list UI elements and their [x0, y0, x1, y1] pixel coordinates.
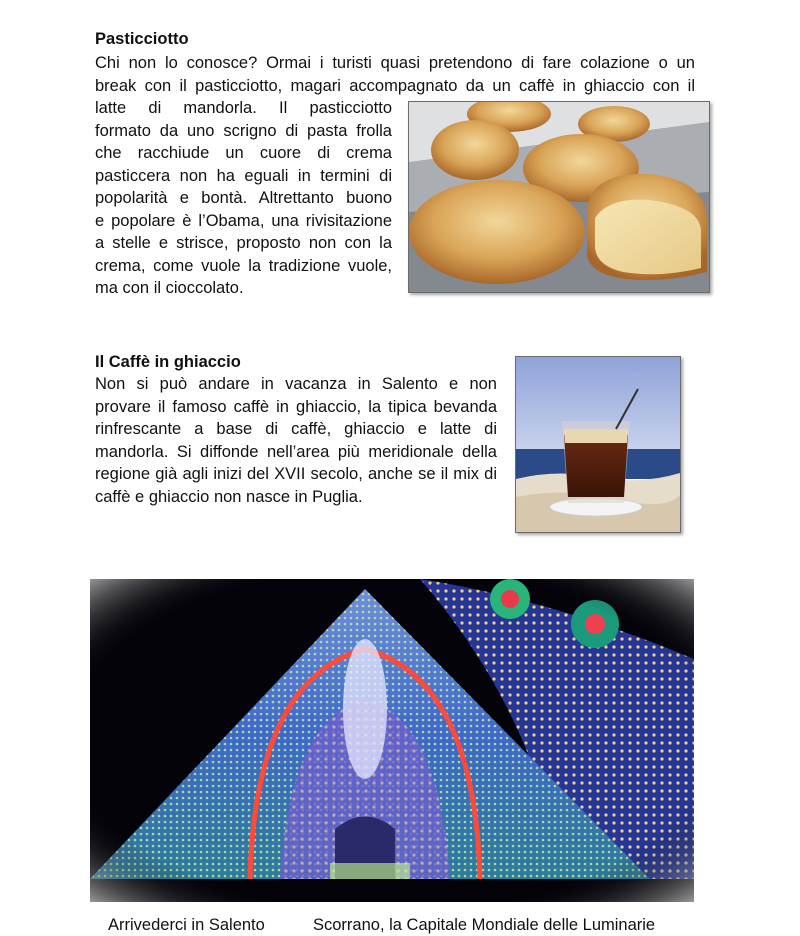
text-line: popolarità e bontà. Altrettanto buono — [95, 189, 392, 207]
text-line: ma con il cioccolato. — [95, 279, 244, 297]
iced-coffee-illustration — [516, 357, 680, 532]
caffe-heading: Il Caffè in ghiaccio — [95, 353, 241, 371]
text-line: a stelle e strisce, proposto non con la — [95, 234, 392, 252]
caffe-photo — [515, 356, 681, 533]
text-line: provare il famoso caffè in ghiaccio, la tipica bevanda — [95, 397, 497, 416]
text-line: latte di mandorla. Il pasticciotto — [95, 99, 392, 117]
luminarie-illustration — [90, 579, 694, 902]
text-line: regione già agli inizi del XVII secolo, anche se il mix di — [95, 465, 497, 483]
text-line: che racchiude un cuore di crema — [95, 144, 392, 162]
text-line: crema, come vuole la tradizione vuole, — [95, 256, 392, 275]
caption-left: Arrivederci in Salento — [108, 916, 265, 934]
pastries-illustration — [409, 102, 709, 292]
text-line: mandorla. Si diffonde nell’area più meridionale della — [95, 442, 497, 461]
caffe-body — [95, 373, 497, 508]
text-line: caffè e ghiaccio non nasce in Puglia. — [95, 487, 363, 506]
text-line: rinfrescante a base di caffè, ghiaccio e latte di — [95, 420, 497, 438]
text-line: Non si può andare in vacanza in Salento e non — [95, 375, 497, 393]
text-line: break con il pasticciotto, magari accompagnato da un caffè in ghiaccio con il — [95, 76, 695, 95]
text-line: e popolare è l’Obama, una rivisitazione — [95, 211, 392, 230]
pasticciotto-photo — [408, 101, 710, 293]
text-line: pasticcera non ha eguali in termini di — [95, 166, 392, 185]
text-line: formato da uno scrigno di pasta frolla — [95, 121, 392, 140]
pasticciotto-body — [95, 97, 392, 300]
text-line: Chi non lo conosce? Ormai i turisti quasi pretendono di fare colazione o un — [95, 54, 695, 72]
pasticciotto-heading: Pasticciotto — [95, 30, 189, 48]
caption-right: Scorrano, la Capitale Mondiale delle Luminarie — [313, 916, 656, 934]
luminarie-photo — [90, 579, 694, 902]
pasticciotto-intro — [95, 52, 695, 97]
